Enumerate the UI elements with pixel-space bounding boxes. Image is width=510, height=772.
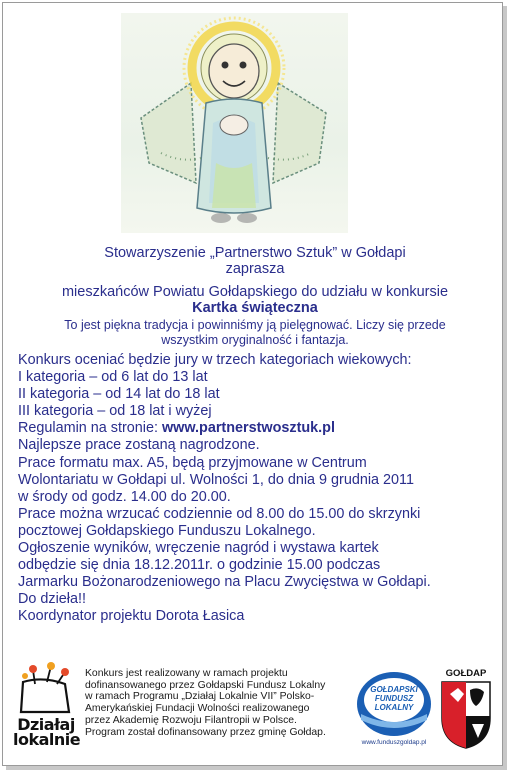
rules-prefix: Regulamin na stronie: xyxy=(18,420,162,437)
funding-line-3: w ramach Programu „Działaj Lokalnie VII” Polsko- xyxy=(85,691,315,703)
jury-line: Konkurs oceniać będzie jury w trzech kategoriach wiekowych: xyxy=(18,352,412,368)
mailbox-line-1: Prace można wrzucać codziennie od 8.00 do 15.00 do skrzynki xyxy=(18,505,421,522)
lokalnie-word: lokalnie xyxy=(13,730,81,749)
category-3: III kategoria – od 18 lat i wyżej xyxy=(18,403,212,420)
prizes-line: Najlepsze prace zostaną nagrodzone. xyxy=(18,437,260,454)
angel-illustration xyxy=(121,13,348,233)
results-line-3: Jarmarku Bożonarodzeniowego na Placu Zwycięstwa w Gołdapi. xyxy=(18,574,431,591)
rules-line xyxy=(18,420,498,437)
format-line-1: Prace formatu max. A5, będą przyjmowane w Centrum xyxy=(18,454,367,471)
goldapski-fundusz-logo xyxy=(355,670,433,750)
format-line-2: Wolontariatu w Gołdapi ul. Wolności 1, do dnia 9 grudnia 2011 xyxy=(18,471,414,488)
fund-badge-icon xyxy=(355,670,433,738)
rules-link[interactable]: www.partnerstwosztuk.pl xyxy=(161,420,335,437)
funding-line-4: Amerykańskiej Fundacji Wolności realizowanego xyxy=(85,703,310,715)
funding-line-5: przez Akademię Rozwoju Filantropii w Polsce. xyxy=(85,714,297,726)
category-2: II kategoria – od 14 lat do 18 lat xyxy=(18,386,220,403)
fund-line-1: GOŁDAPSKI xyxy=(370,685,418,694)
funding-note xyxy=(85,668,347,738)
contest-title: Kartka świąteczna xyxy=(192,300,318,316)
coordinator-line: Koordynator projektu Dorota Łasica xyxy=(18,608,245,625)
goldap-name: GOŁDAP xyxy=(445,668,487,679)
cheer-line: Do dzieła!! xyxy=(18,591,86,608)
intro-line-2: wszystkim oryginalność i fantazja. xyxy=(161,333,349,347)
goldap-crest-logo xyxy=(438,668,494,750)
organizer-line: Stowarzyszenie „Partnerstwo Sztuk” w Gołdapi xyxy=(104,245,406,261)
category-1: I kategoria – od 6 lat do 13 lat xyxy=(18,369,208,386)
flower-bag-icon xyxy=(13,662,77,718)
results-line-2: odbędzie się dnia 18.12.2011r. o godzinie 15.00 podczas xyxy=(18,557,381,574)
contest-details xyxy=(18,352,498,626)
dzialaj-word: Działaj xyxy=(17,715,75,734)
dzialaj-logo-text xyxy=(13,717,79,747)
format-line-3: w środy od godz. 14.00 do 20.00. xyxy=(18,488,231,505)
fund-line-3: LOKALNY xyxy=(374,703,414,712)
coat-of-arms-icon xyxy=(438,680,494,750)
funding-line-6: Program został dofinansowany przez gminę Gołdap. xyxy=(85,726,326,738)
mailbox-line-2: pocztowej Gołdapskiego Funduszu Lokalnego. xyxy=(18,522,316,539)
fund-line-2: FUNDUSZ xyxy=(374,694,414,703)
invites-line: zaprasza xyxy=(225,261,285,277)
funding-line-2: dofinansowanego przez Gołdapski Fundusz Lokalny xyxy=(85,679,326,691)
fund-website[interactable]: www.funduszgoldap.pl xyxy=(361,739,427,746)
dzialaj-lokalnie-logo xyxy=(13,662,81,752)
funding-line-1: Konkurs jest realizowany w ramach projektu xyxy=(85,668,288,679)
intro-line-1: To jest piękna tradycja i powinniśmy ją pielęgnować. Liczy się przede xyxy=(64,318,446,332)
results-line-1: Ogłoszenie wyników, wręczenie nagród i wystawa kartek xyxy=(18,540,379,557)
audience-line: mieszkańców Powiatu Gołdapskiego do udziału w konkursie xyxy=(61,284,449,300)
